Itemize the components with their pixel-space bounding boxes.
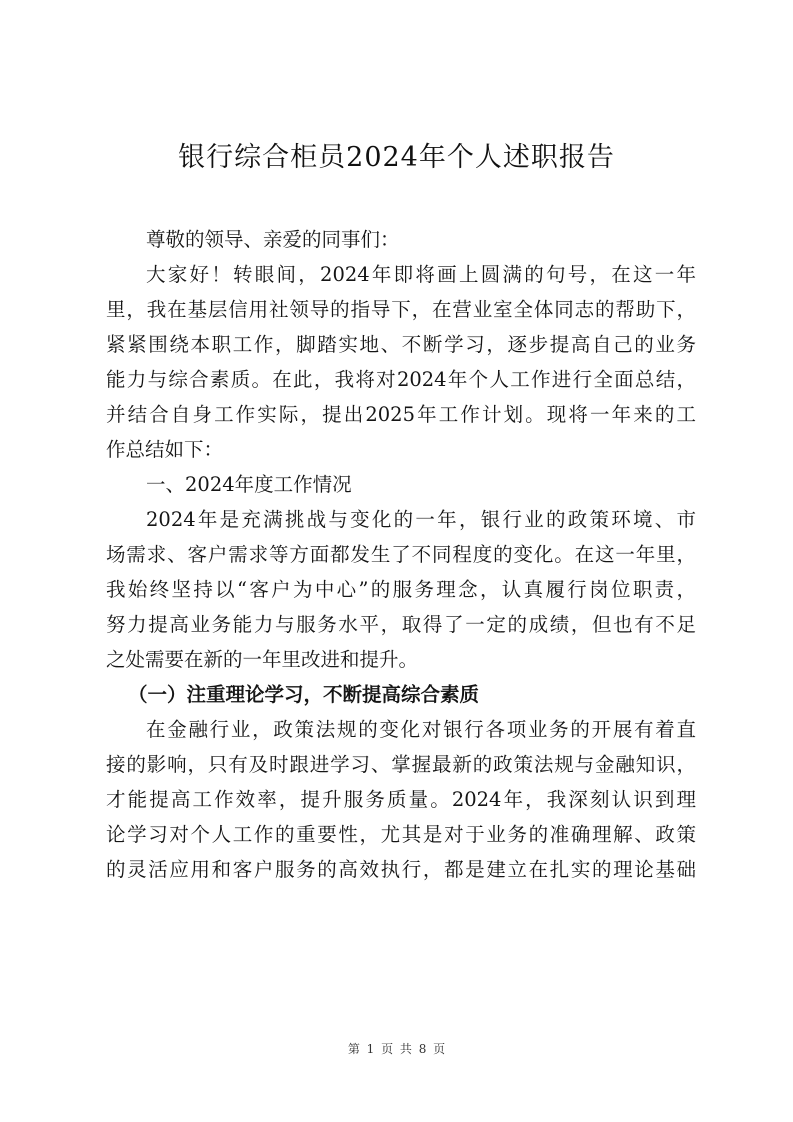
paragraph-line: 我始终坚持以“客户为中心”的服务理念，认真履行岗位职责， [106, 578, 696, 601]
paragraph-line: 接的影响，只有及时跟进学习、掌握最新的政策法规与金融知识， [106, 753, 696, 776]
paragraph-line: 才能提高工作效率，提升服务质量。2024年，我深刻认识到理 [106, 788, 696, 811]
paragraph-line: 紧紧围绕本职工作，脚踏实地、不断学习，逐步提高自己的业务 [106, 333, 696, 356]
paragraph-line: 大家好！转眼间，2024年即将画上圆满的句号，在这一年 [146, 263, 696, 286]
section-heading: 一、2024年度工作情况 [146, 473, 352, 496]
paragraph-line: 2024年是充满挑战与变化的一年，银行业的政策环境、市 [146, 508, 696, 531]
paragraph-line: 能力与综合素质。在此，我将对2024年个人工作进行全面总结， [106, 368, 696, 391]
paragraph-line: 的灵活应用和客户服务的高效执行，都是建立在扎实的理论基础 [106, 858, 696, 881]
subsection-heading: （一）注重理论学习，不断提高综合素质 [128, 683, 480, 706]
document-title: 银行综合柜员2024年个人述职报告 [178, 142, 615, 173]
paragraph-line: 努力提高业务能力与服务水平，取得了一定的成绩，但也有不足 [106, 613, 696, 636]
paragraph-line: 里，我在基层信用社领导的指导下，在营业室全体同志的帮助下， [106, 298, 696, 321]
paragraph-line: 作总结如下： [106, 438, 224, 461]
paragraph-line: 场需求、客户需求等方面都发生了不同程度的变化。在这一年里， [106, 543, 696, 566]
paragraph-line: 在金融行业，政策法规的变化对银行各项业务的开展有着直 [146, 718, 696, 741]
paragraph-line: 论学习对个人工作的重要性，尤其是对于业务的准确理解、政策 [106, 823, 696, 846]
paragraph-line: 之处需要在新的一年里改进和提升。 [106, 648, 419, 671]
greeting: 尊敬的领导、亲爱的同事们： [146, 228, 400, 251]
paragraph-line: 并结合自身工作实际，提出2025年工作计划。现将一年来的工 [106, 403, 696, 426]
page-number-footer: 第 1 页 共 8 页 [347, 1042, 446, 1056]
